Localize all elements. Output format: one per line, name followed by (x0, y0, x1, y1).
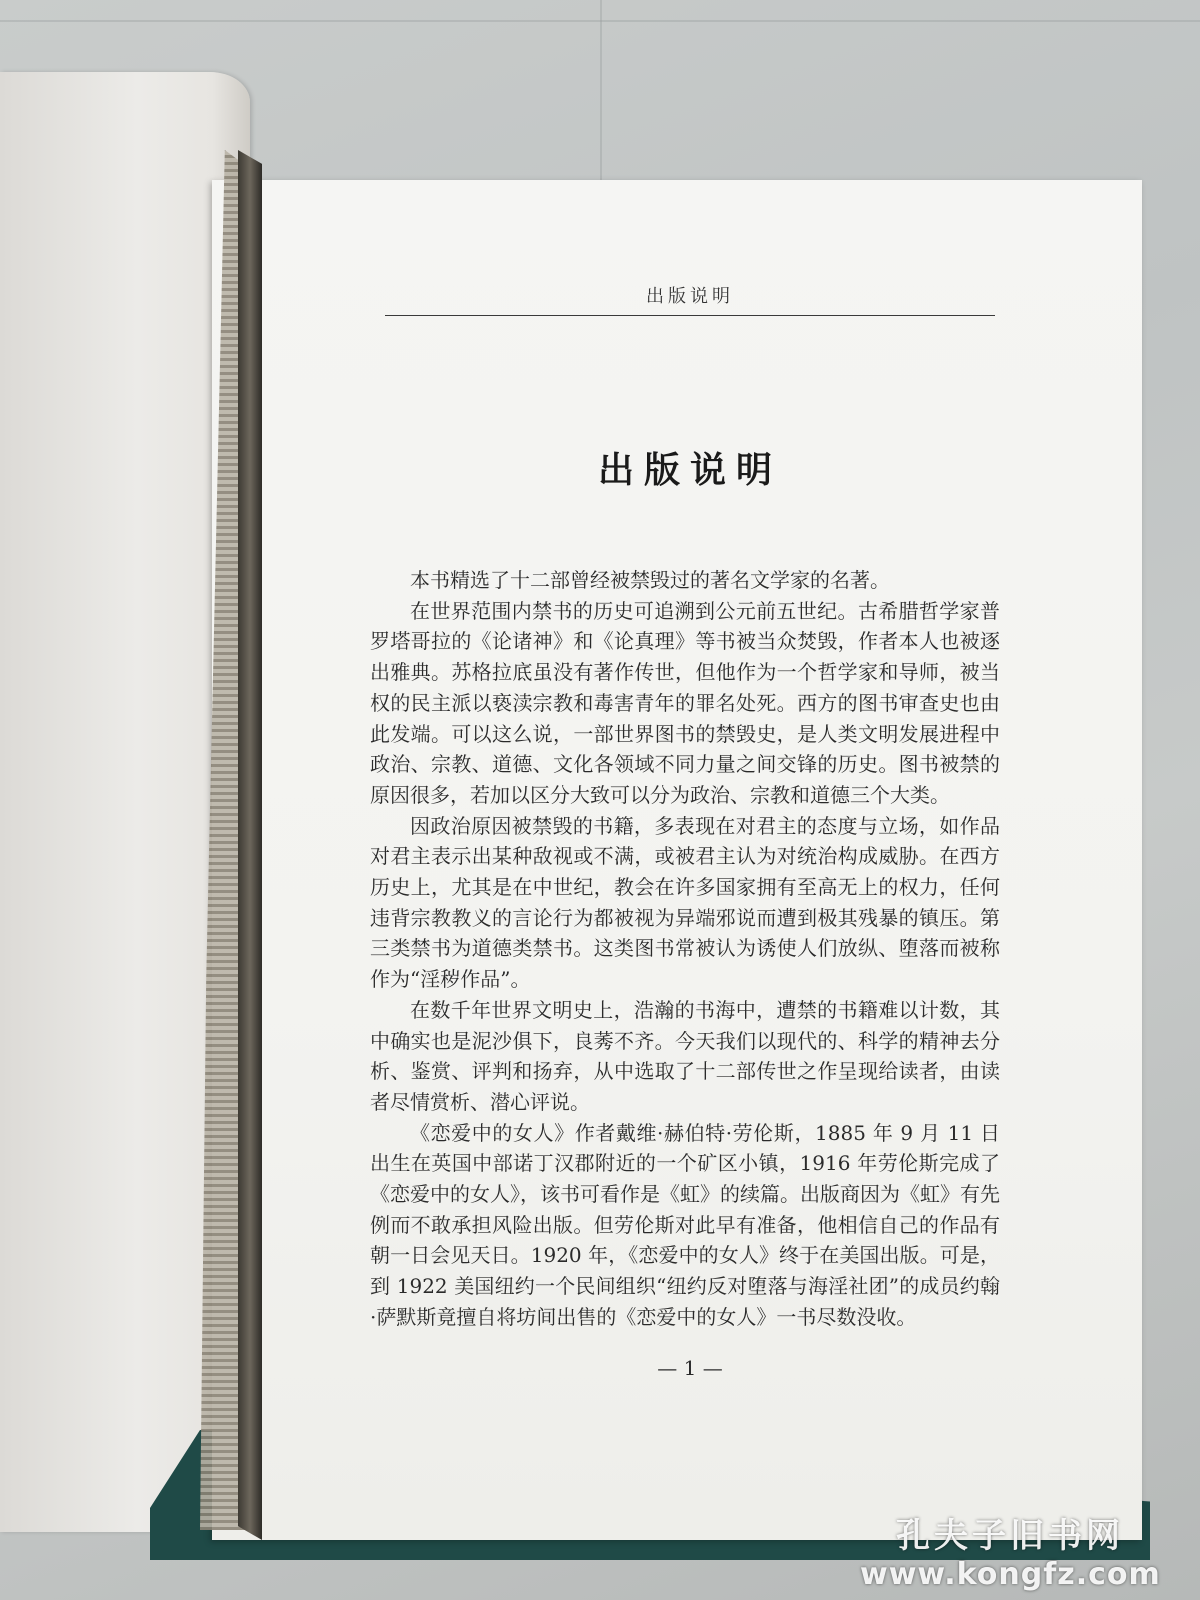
body-text (370, 565, 1000, 1333)
paragraph: 在世界范围内禁书的历史可追溯到公元前五世纪。古希腊哲学家普罗塔哥拉的《论诸神》和《论真理》等书被当众焚毁，作者本人也被逐出雅典。苏格拉底虽没有著作传世，但他作为一个哲学家和导师，被当权的民主派以亵渎宗教和毒害青年的罪名处死。西方的图书审查史也由此发端。可以这么说，一部世界图书的禁毁史，是人类文明发展进程中政治、宗教、道德、文化各领域不同力量之间交锋的历史。图书被禁的原因很多，若加以区分大致可以分为政治、宗教和道德三个大类。 (370, 598, 1000, 807)
right-page (212, 180, 1142, 1540)
paragraph: 《恋爱中的女人》作者戴维·赫伯特·劳伦斯，1885 年 9 月 11 日出生在英国中部诺丁汉郡附近的一个矿区小镇，1916 年劳伦斯完成了《恋爱中的女人》，该书可看作是《虹》的续篇。出版商因为《虹》有先例而不敢承担风险出版。但劳伦斯对此早有准备，他相信自己的作品有朝一日会见天日。1920 年，《恋爱中的女人》终于在美国出版。可是，到 1922 美国纽约一个民间组织“纽约反对堕落与海淫社团”的成员约翰·萨默斯竟擅自将坊间出售的《恋爱中的女人》一书尽数没收。 (370, 1120, 1000, 1329)
paragraph: 本书精选了十二部曾经被禁毁过的著名文学家的名著。 (410, 568, 890, 592)
running-head: 出版说明 (646, 286, 734, 307)
chapter-title: 出版说明 (597, 449, 782, 491)
watermark-name: 孔夫子旧书网 (896, 1516, 1124, 1556)
header-rule (385, 315, 995, 316)
page-number: — 1 — (657, 1356, 723, 1380)
paragraph: 因政治原因被禁毁的书籍，多表现在对君主的态度与立场，如作品对君主表示出某种敌视或不满，或被君主认为对统治构成威胁。在西方历史上，尤其是在中世纪，教会在许多国家拥有至高无上的权力，任何违背宗教教义的言论行为都被视为异端邪说而遭到极其残暴的镇压。第三类禁书为道德类禁书。这类图书常被认为诱使人们放纵、堕落而被称作为“淫秽作品”。 (370, 813, 1000, 992)
watermark-url: www.kongfz.com (860, 1557, 1161, 1592)
watermark (860, 1508, 1160, 1592)
floor-tile-seam (600, 0, 602, 180)
floor-tile-seam (0, 20, 1200, 22)
paragraph: 在数千年世界文明史上，浩瀚的书海中，遭禁的书籍难以计数，其中确实也是泥沙俱下，良莠不齐。今天我们以现代的、科学的精神去分析、鉴赏、评判和扬弃，从中选取了十二部传世之作呈现给读者，由读者尽情赏析、潜心评说。 (370, 997, 1000, 1114)
book-spine-edge (238, 150, 262, 1540)
